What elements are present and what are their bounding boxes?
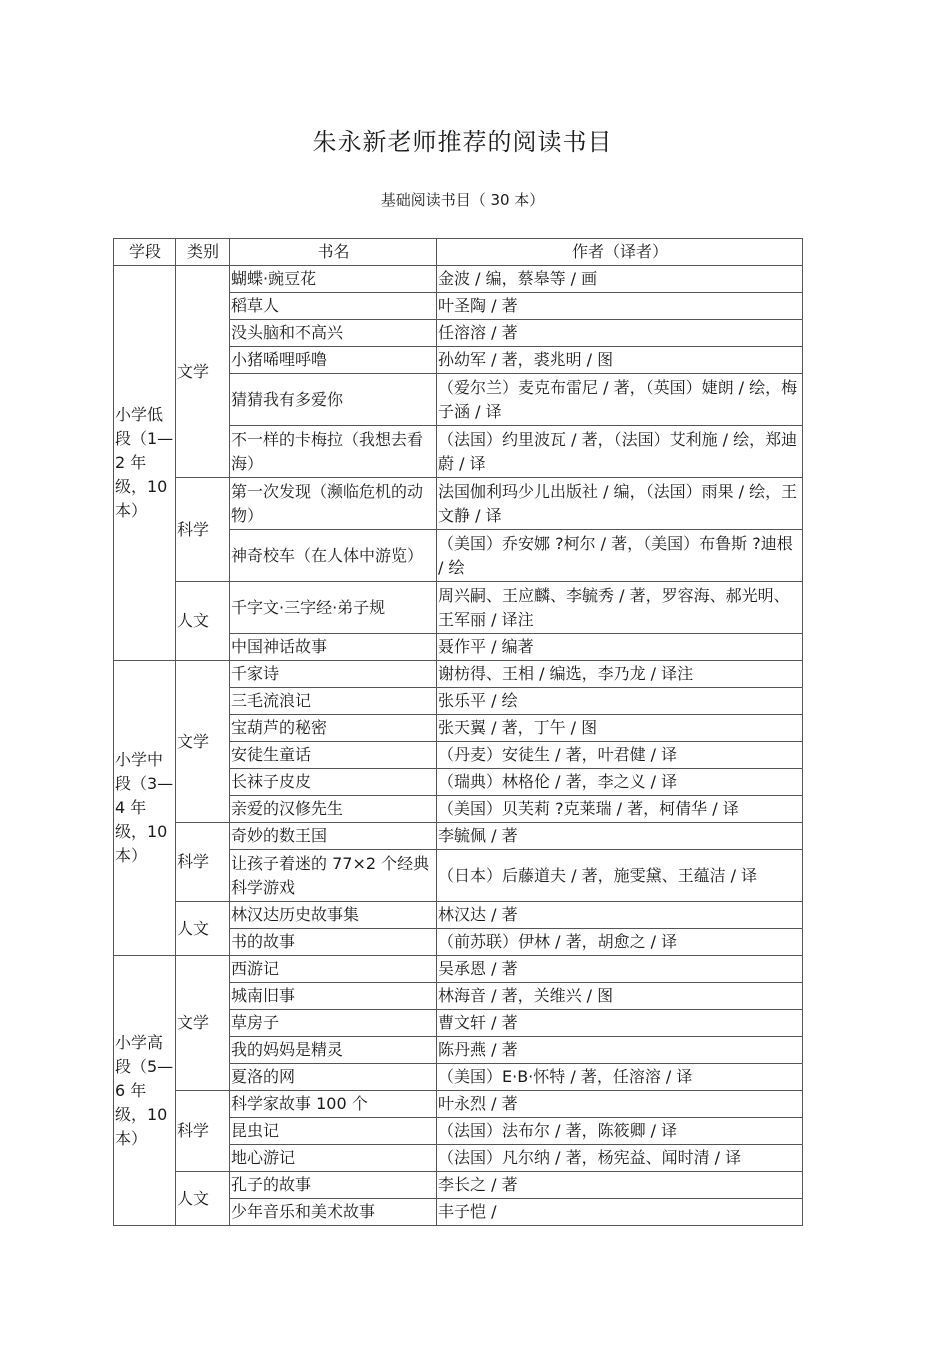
author-cell: 张天翼 / 著，丁午 / 图 <box>437 715 803 742</box>
author-cell: 叶永烈 / 著 <box>437 1091 803 1118</box>
category-cell: 科学 <box>176 478 230 582</box>
table-row <box>114 661 803 688</box>
book-title-cell: 猜猜我有多爱你 <box>230 374 437 426</box>
author-cell: 聂作平 / 编著 <box>437 634 803 661</box>
table-header-row <box>114 239 803 266</box>
author-cell: 谢枋得、王相 / 编选，李乃龙 / 译注 <box>437 661 803 688</box>
book-title-cell: 中国神话故事 <box>230 634 437 661</box>
book-title-cell: 少年音乐和美术故事 <box>230 1199 437 1226</box>
author-cell: （法国）约里波瓦 / 著，（法国）艾利施 / 绘，郑迪蔚 / 译 <box>437 426 803 478</box>
author-cell: （美国）E·B·怀特 / 著，任溶溶 / 译 <box>437 1064 803 1091</box>
book-title-cell: 不一样的卡梅拉（我想去看海） <box>230 426 437 478</box>
category-cell: 人文 <box>176 582 230 661</box>
book-title-cell: 书的故事 <box>230 929 437 956</box>
author-cell: 陈丹燕 / 著 <box>437 1037 803 1064</box>
header-author: 作者（译者） <box>437 239 803 266</box>
stage-cell: 小学低段（1—2 年级，10本） <box>114 266 176 661</box>
author-cell: 吴承恩 / 著 <box>437 956 803 983</box>
book-title-cell: 林汉达历史故事集 <box>230 902 437 929</box>
author-cell: （瑞典）林格伦 / 著，李之义 / 译 <box>437 769 803 796</box>
stage-cell: 小学高段（5—6 年级，10本） <box>114 956 176 1226</box>
page-title: 朱永新老师推荐的阅读书目 <box>312 128 613 156</box>
book-title-cell: 地心游记 <box>230 1145 437 1172</box>
book-title-cell: 草房子 <box>230 1010 437 1037</box>
category-cell: 人文 <box>176 902 230 956</box>
book-title-cell: 夏洛的网 <box>230 1064 437 1091</box>
category-cell: 文学 <box>176 661 230 823</box>
book-title-cell: 宝葫芦的秘密 <box>230 715 437 742</box>
table-row <box>114 823 803 850</box>
book-title-cell: 三毛流浪记 <box>230 688 437 715</box>
book-title-cell: 西游记 <box>230 956 437 983</box>
book-title-cell: 亲爱的汉修先生 <box>230 796 437 823</box>
book-title-cell: 蝴蝶·豌豆花 <box>230 266 437 293</box>
author-cell: 曹文轩 / 著 <box>437 1010 803 1037</box>
book-title-cell: 我的妈妈是精灵 <box>230 1037 437 1064</box>
book-title-cell: 长袜子皮皮 <box>230 769 437 796</box>
book-title-cell: 没头脑和不高兴 <box>230 320 437 347</box>
table-row <box>114 582 803 634</box>
author-cell: 孙幼军 / 著，裘兆明 / 图 <box>437 347 803 374</box>
stage-cell: 小学中段（3—4 年级，10本） <box>114 661 176 956</box>
author-cell: 丰子恺 / <box>437 1199 803 1226</box>
author-cell: （法国）法布尔 / 著，陈筱卿 / 译 <box>437 1118 803 1145</box>
page-subtitle: 基础阅读书目（ 30 本） <box>380 191 545 209</box>
table-row <box>114 266 803 293</box>
author-cell: 金波 / 编，蔡皋等 / 画 <box>437 266 803 293</box>
author-cell: 林海音 / 著，关维兴 / 图 <box>437 983 803 1010</box>
book-title-cell: 城南旧事 <box>230 983 437 1010</box>
author-cell: 周兴嗣、王应麟、李毓秀 / 著，罗容海、郝光明、王军丽 / 译注 <box>437 582 803 634</box>
category-cell: 科学 <box>176 823 230 902</box>
book-title-cell: 千字文·三字经·弟子规 <box>230 582 437 634</box>
book-title-cell: 孔子的故事 <box>230 1172 437 1199</box>
table-row <box>114 956 803 983</box>
author-cell: 林汉达 / 著 <box>437 902 803 929</box>
reading-list-table <box>113 238 803 1226</box>
header-stage: 学段 <box>114 239 176 266</box>
author-cell: 李毓佩 / 著 <box>437 823 803 850</box>
category-cell: 科学 <box>176 1091 230 1172</box>
book-title-cell: 让孩子着迷的 77×2 个经典科学游戏 <box>230 850 437 902</box>
header-category: 类别 <box>176 239 230 266</box>
author-cell: 李长之 / 著 <box>437 1172 803 1199</box>
table-row <box>114 1091 803 1118</box>
author-cell: （前苏联）伊林 / 著，胡愈之 / 译 <box>437 929 803 956</box>
table-body <box>114 266 803 1226</box>
book-title-cell: 千家诗 <box>230 661 437 688</box>
author-cell: 张乐平 / 绘 <box>437 688 803 715</box>
book-title-cell: 科学家故事 100 个 <box>230 1091 437 1118</box>
category-cell: 文学 <box>176 956 230 1091</box>
author-cell: 法国伽利玛少儿出版社 / 编，（法国）雨果 / 绘，王文静 / 译 <box>437 478 803 530</box>
author-cell: 叶圣陶 / 著 <box>437 293 803 320</box>
table-row <box>114 902 803 929</box>
author-cell: （法国）凡尔纳 / 著，杨宪益、闻时清 / 译 <box>437 1145 803 1172</box>
category-cell: 文学 <box>176 266 230 478</box>
book-title-cell: 神奇校车（在人体中游览） <box>230 530 437 582</box>
author-cell: （丹麦）安徒生 / 著，叶君健 / 译 <box>437 742 803 769</box>
author-cell: 任溶溶 / 著 <box>437 320 803 347</box>
category-cell: 人文 <box>176 1172 230 1226</box>
book-title-cell: 昆虫记 <box>230 1118 437 1145</box>
book-title-cell: 小猪唏哩呼噜 <box>230 347 437 374</box>
author-cell: （美国）乔安娜 ?柯尔 / 著，（美国）布鲁斯 ?迪根 / 绘 <box>437 530 803 582</box>
author-cell: （美国）贝芙莉 ?克莱瑞 / 著，柯倩华 / 译 <box>437 796 803 823</box>
author-cell: （爱尔兰）麦克布雷尼 / 著，（英国）婕朗 / 绘，梅子涵 / 译 <box>437 374 803 426</box>
header-book-title: 书名 <box>230 239 437 266</box>
table-row <box>114 1172 803 1199</box>
book-title-cell: 奇妙的数王国 <box>230 823 437 850</box>
book-title-cell: 第一次发现（濒临危机的动物） <box>230 478 437 530</box>
author-cell: （日本）后藤道夫 / 著，施雯黛、王蕴洁 / 译 <box>437 850 803 902</box>
book-title-cell: 稻草人 <box>230 293 437 320</box>
table-row <box>114 478 803 530</box>
book-title-cell: 安徒生童话 <box>230 742 437 769</box>
